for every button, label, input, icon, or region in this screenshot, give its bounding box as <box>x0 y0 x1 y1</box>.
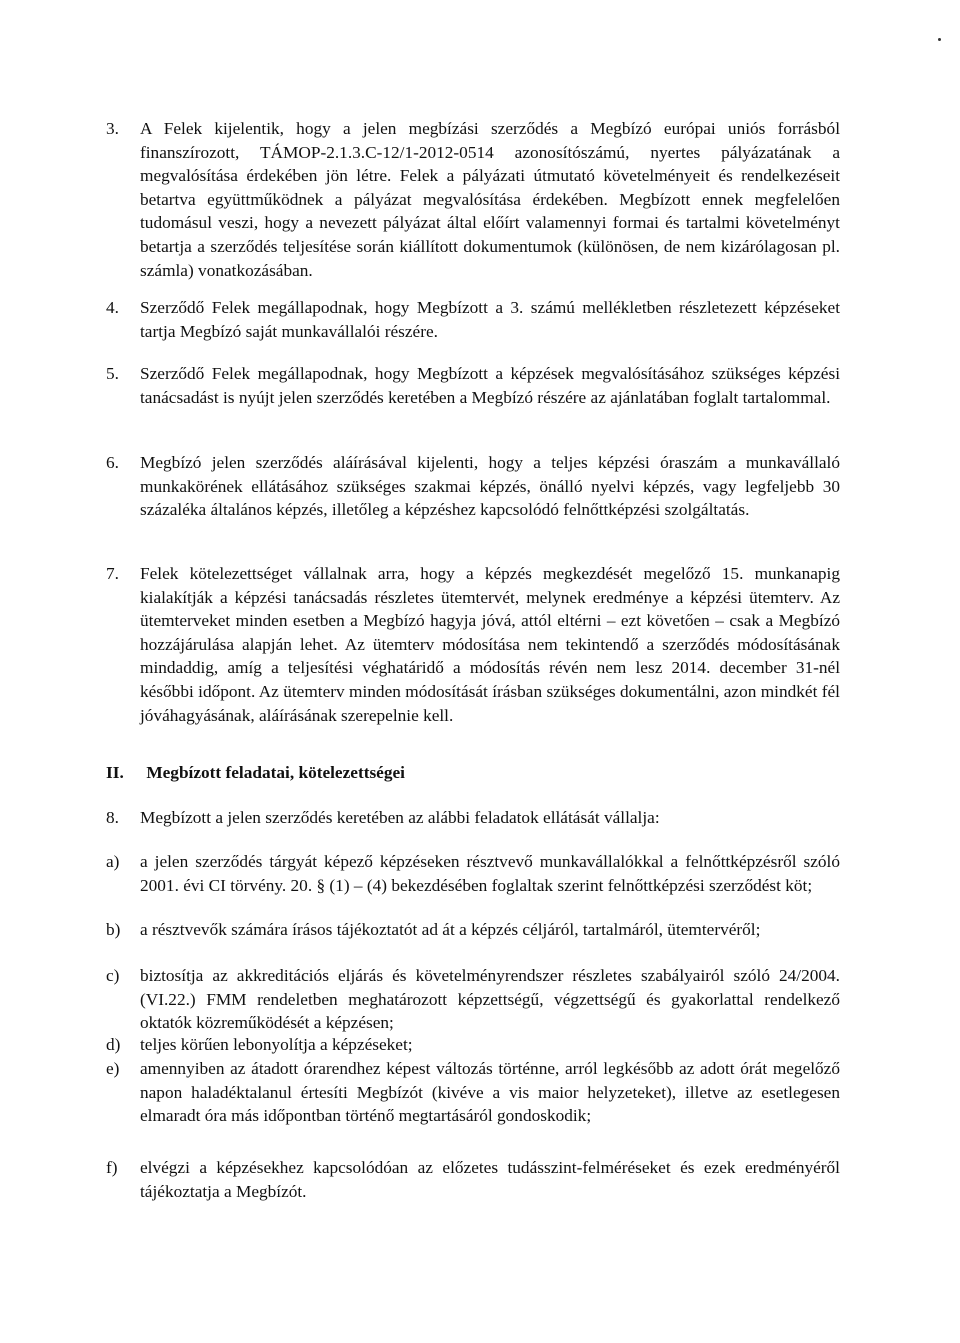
list-item-text: teljes körűen lebonyolítja a képzéseket; <box>140 1035 413 1054</box>
list-item-text: biztosítja az akkreditációs eljárás és követelményrendszer részletes szabályairól szóló 24/2004. (VI.22.) FMM rendeletben meghatározott képzettségű, végzettségű és gyakorlattal rendelkező oktatók közreműködését a képzésen; <box>140 966 840 1033</box>
paragraph-6 <box>106 451 840 522</box>
list-item-text: a jelen szerződés tárgyát képező képzéseken résztvevő munkavállalókkal a felnőttképzésről szóló 2001. évi CI törvény. 20. § (1) – (4) bekezdésében foglaltak szerint felnőttképzési szerződést köt; <box>140 852 840 895</box>
paragraph-3 <box>106 117 840 282</box>
paragraph-text: Felek kötelezettséget vállalnak arra, hogy a képzés megkezdését megelőző 15. munkanapig kialakítják a képzési tanácsadás részletes ütemtervét, melynek eredménye a képzési ütemterv. Az ütemterveket minden esetben a Megbízó hagyja jóvá, attól eltérni – ezt követően – csak a Megbízó hozzájárulása alapján lehet. Az ütemterv módosítása nem tekintendő a szerződés módosításának mindaddig, amíg a teljesítési véghatáridő a módosítás révén nem lesz 2014. december 31-nél későbbi időpont. Az ütemterv minden módosítását írásban szükséges dokumentálni, azon mindkét fél jóváhagyásának, aláírásának szerepelnie kell. <box>140 564 840 725</box>
paragraph-5 <box>106 362 840 409</box>
paragraph-text: Szerződő Felek megállapodnak, hogy Megbízott a képzések megvalósításához szükséges képzési tanácsadást is nyújt jelen szerződés keretében a Megbízó részére az ajánlatában foglalt tartalommal. <box>140 364 840 407</box>
section-number: II. <box>106 763 124 782</box>
paragraph-text: A Felek kijelentik, hogy a jelen megbízási szerződés a Megbízó európai uniós forrásból finanszírozott, TÁMOP-2.1.3.C-12/1-2012-0514 azonosítószámú, nyertes pályázatának a megvalósítása érdekében jön létre. Felek a pályázati útmutató követelményeit és rendelkezéseit betartva együttműködnek a pályázat megvalósítása érdekében. Megbízott ennek megfelelően tudomásul veszi, hogy a nevezett pályázat által előírt valamennyi formai és tartalmi követelményt betartja a szerződés teljesítése során kiállított dokumentumok (különösen, de nem kizárólagosan pl. számla) vonatkozásában. <box>140 119 840 280</box>
list-item-a <box>106 850 840 897</box>
list-item-letter: f) <box>106 1158 118 1177</box>
list-item-f <box>106 1156 840 1203</box>
list-item-letter: d) <box>106 1035 121 1054</box>
list-item-letter: e) <box>106 1059 120 1078</box>
paragraph-text: Szerződő Felek megállapodnak, hogy Megbízott a 3. számú mellékletben részletezett képzéseket tartja Megbízó saját munkavállalói részére. <box>140 298 840 341</box>
paragraph-4 <box>106 296 840 343</box>
list-item-c <box>106 964 840 1035</box>
paragraph-number: 3. <box>106 119 119 138</box>
list-item-text: elvégzi a képzésekhez kapcsolódóan az előzetes tudásszint-felméréseket és ezek eredményéről tájékoztatja a Megbízót. <box>140 1158 840 1201</box>
list-item-text: amennyiben az átadott órarendhez képest változás történne, arról legkésőbb az adott órát megelőző napon haladéktalanul értesíti Megbízót (kivéve a vis maior helyzeteket), illetve az esetlegesen elmaradt óra más időpontban történő megtartásáról gondoskodik; <box>140 1059 840 1126</box>
list-item-letter: b) <box>106 920 121 939</box>
paragraph-8 <box>106 806 840 830</box>
paragraph-text: Megbízó jelen szerződés aláírásával kijelenti, hogy a teljes képzési óraszám a munkavállaló munkakörének ellátásához szükséges szakmai képzés, önálló nyelvi képzés, vagy legfeljebb 30 százaléka általános képzés, illetőleg a képzéshez kapcsolódó felnőttképzési szolgáltatás. <box>140 453 840 520</box>
section-title: Megbízott feladatai, kötelezettségei <box>146 763 405 782</box>
paragraph-number: 4. <box>106 298 119 317</box>
list-item-letter: a) <box>106 852 120 871</box>
list-item-text: a résztvevők számára írásos tájékoztatót ad át a képzés céljáról, tartalmáról, ütemtervéről; <box>140 920 761 939</box>
paragraph-number: 6. <box>106 453 119 472</box>
scan-speck <box>938 38 941 41</box>
paragraph-number: 5. <box>106 364 119 383</box>
paragraph-7 <box>106 562 840 727</box>
paragraph-number: 7. <box>106 564 119 583</box>
paragraph-text: Megbízott a jelen szerződés keretében az alábbi feladatok ellátását vállalja: <box>140 808 660 827</box>
list-item-b <box>106 918 840 942</box>
section-heading <box>106 761 405 785</box>
paragraph-number: 8. <box>106 808 119 827</box>
list-item-letter: c) <box>106 966 120 985</box>
list-item-d <box>106 1033 840 1057</box>
list-item-e <box>106 1057 840 1128</box>
